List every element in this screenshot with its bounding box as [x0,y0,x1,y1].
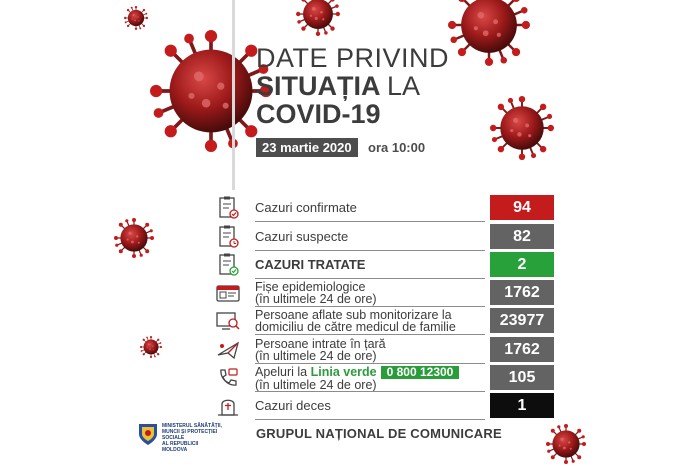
stat-label [255,279,495,307]
stat-value: 1762 [490,337,554,362]
stat-label: Cazuri confirmate [255,200,357,215]
row-divider [255,334,485,335]
stat-label [255,336,495,364]
ministry-emblem-icon [137,422,159,446]
stat-row-suspected [214,223,554,251]
virus-illustration-top-center [296,0,340,36]
title-line-3: COVID-19 [256,99,381,129]
ministry-name-line-1: MINISTERUL SĂNĂTĂȚII, [162,423,222,429]
id-card-icon [214,281,242,305]
stat-value: 1762 [490,280,554,305]
stat-row-home-monitoring [214,307,554,335]
communication-group-name: GRUPUL NAȚIONAL DE COMUNICARE [256,426,502,441]
virus-illustration-bottom-right [546,424,586,464]
stat-label-line-1: Persoane intrate în țară [255,337,386,351]
row-divider [255,221,485,222]
stat-label [255,307,495,335]
stat-label-line-1: Persoane aflate sub monitorizare la [255,308,452,322]
page-title [256,44,449,128]
virus-illustration-large [150,30,272,152]
stat-label-prefix: Apeluri la [255,364,308,379]
stat-label-line-2: domiciliu de către medicul de familie [255,320,456,334]
clipboard-clock-icon [214,225,242,249]
ministry-name-line-2: MUNCII ȘI PROTECȚIEI SOCIALE [162,429,218,441]
stat-value: 23977 [490,308,554,333]
virus-illustration-top-right [448,0,530,66]
row-divider [255,419,485,420]
tombstone-icon [214,394,242,418]
stat-value: 82 [490,224,554,249]
title-line-2 [256,72,449,100]
stat-label-line-2: (în ultimele 24 de ore) [255,292,377,306]
title-line-2-bold: SITUAȚIA [256,71,380,101]
ministry-name-line-3: AL REPUBLICII MOLDOVA [162,441,199,453]
stat-value: 2 [490,252,554,277]
stat-row-confirmed [214,194,554,222]
stat-label-line-2: (în ultimele 24 de ore) [255,377,377,392]
title-line-2-thin: LA [387,71,421,101]
clipboard-cross-icon [214,253,242,277]
stat-label-line-2: (în ultimele 24 de ore) [255,349,377,363]
stat-label: Cazuri suspecte [255,229,349,244]
stat-label: Cazuri deces [255,398,331,413]
stat-value: 94 [490,195,554,220]
stat-label [255,364,495,392]
date-badge: 23 martie 2020 [256,138,358,157]
stat-row-treated [214,251,554,279]
plane-icon [214,338,242,362]
stat-row-epidemiological-files [214,279,554,307]
phone-icon [214,366,242,390]
stat-label-line-1 [255,366,495,379]
stat-row-green-line-calls [214,364,554,392]
monitor-search-icon [214,309,242,333]
stat-row-entries [214,336,554,364]
stat-value: 105 [490,365,554,390]
virus-illustration-left-small [140,336,162,358]
virus-illustration-left [114,218,154,258]
divider-line [232,0,235,190]
stat-value: 1 [490,393,554,418]
green-line-label: Linia verde [310,364,377,379]
ministry-name [162,423,222,453]
stat-label: CAZURI TRATATE [255,257,366,272]
virus-illustration-top-left [124,6,148,30]
clipboard-check-icon [214,196,242,220]
title-line-1: DATE PRIVIND [256,43,450,73]
stat-label-line-1: Fișe epidemiologice [255,280,366,294]
stat-row-deaths [214,392,554,420]
virus-illustration-right [490,96,554,160]
time-label: ora 10:00 [368,140,426,155]
phone-number-badge: 0 800 12300 [381,366,460,379]
